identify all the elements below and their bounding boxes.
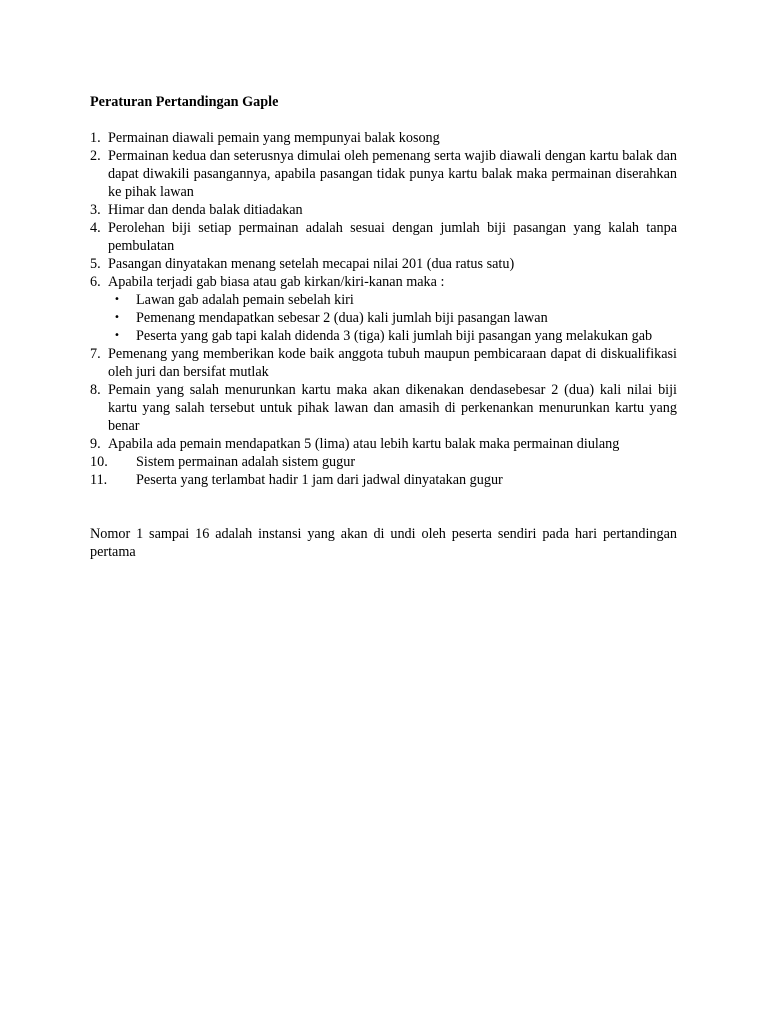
rule-item-7 <box>90 345 677 381</box>
rule-text: Pemain yang salah menurunkan kartu maka akan dikenakan dendasebesar 2 (dua) kali nilai biji kartu yang salah tersebut untuk pihak lawan dan amasih di perkenankan menurunkan kartu yang benar <box>108 382 677 434</box>
rule-text: Pemenang yang memberikan kode baik anggota tubuh maupun pembicaraan dapat di diskualifikasi oleh juri dan bersifat mutlak <box>108 346 677 380</box>
rule-item-2 <box>90 147 677 201</box>
rule-number: 3. <box>90 202 101 218</box>
rule-text: Apabila terjadi gab biasa atau gab kirkan/kiri-kanan maka : <box>108 274 445 290</box>
gab-bullet-list <box>90 291 677 345</box>
rule-item-6 <box>90 273 677 291</box>
rule-number: 2. <box>90 148 101 164</box>
rule-text: Permainan diawali pemain yang mempunyai balak kosong <box>108 130 440 146</box>
rule-item-4 <box>90 219 677 255</box>
rule-text: Perolehan biji setiap permainan adalah sesuai dengan jumlah biji pasangan yang kalah tanpa pembulatan <box>108 220 677 254</box>
bullet-text: Peserta yang gab tapi kalah didenda 3 (tiga) kali jumlah biji pasangan yang melakukan gab <box>136 328 653 344</box>
rule-text: Sistem permainan adalah sistem gugur <box>136 454 356 470</box>
bullet-item-1 <box>90 291 677 309</box>
rule-item-8 <box>90 381 677 435</box>
rule-item-3 <box>90 201 677 219</box>
rule-number: 8. <box>90 382 101 398</box>
document-body <box>90 93 677 561</box>
rule-number: 7. <box>90 346 101 362</box>
rule-item-9 <box>90 435 677 453</box>
rule-item-10 <box>90 453 677 471</box>
rule-number: 4. <box>90 220 101 236</box>
bullet-item-3 <box>90 327 677 345</box>
rule-item-1 <box>90 129 677 147</box>
rule-number: 11. <box>90 472 108 488</box>
rule-number: 10. <box>90 454 108 470</box>
rule-number: 6. <box>90 274 101 290</box>
rule-text: Himar dan denda balak ditiadakan <box>108 202 303 218</box>
bullet-icon: • <box>114 312 120 323</box>
bullet-text: Lawan gab adalah pemain sebelah kiri <box>136 292 354 308</box>
bullet-item-2 <box>90 309 677 327</box>
closing-note: Nomor 1 sampai 16 adalah instansi yang akan di undi oleh peserta sendiri pada hari pertandingan pertama <box>90 526 677 560</box>
rule-item-5 <box>90 255 677 273</box>
bullet-icon: • <box>114 330 120 341</box>
bullet-icon: • <box>114 294 120 305</box>
rule-text: Apabila ada pemain mendapatkan 5 (lima) atau lebih kartu balak maka permainan diulang <box>108 436 620 452</box>
rule-text: Peserta yang terlambat hadir 1 jam dari jadwal dinyatakan gugur <box>136 472 503 488</box>
rule-number: 5. <box>90 256 101 272</box>
rule-text: Permainan kedua dan seterusnya dimulai oleh pemenang serta wajib diawali dengan kartu balak dan dapat diwakili pasangannya, apabila pasangan tidak punya kartu balak maka permainan diserahkan ke pihak lawan <box>108 148 677 200</box>
rule-text: Pasangan dinyatakan menang setelah mecapai nilai 201 (dua ratus satu) <box>108 256 515 272</box>
rule-number: 9. <box>90 436 101 452</box>
rule-item-11 <box>90 471 677 489</box>
rule-number: 1. <box>90 130 101 146</box>
rules-list <box>90 129 677 489</box>
document-title: Peraturan Pertandingan Gaple <box>90 94 279 110</box>
bullet-text: Pemenang mendapatkan sebesar 2 (dua) kali jumlah biji pasangan lawan <box>136 310 548 326</box>
